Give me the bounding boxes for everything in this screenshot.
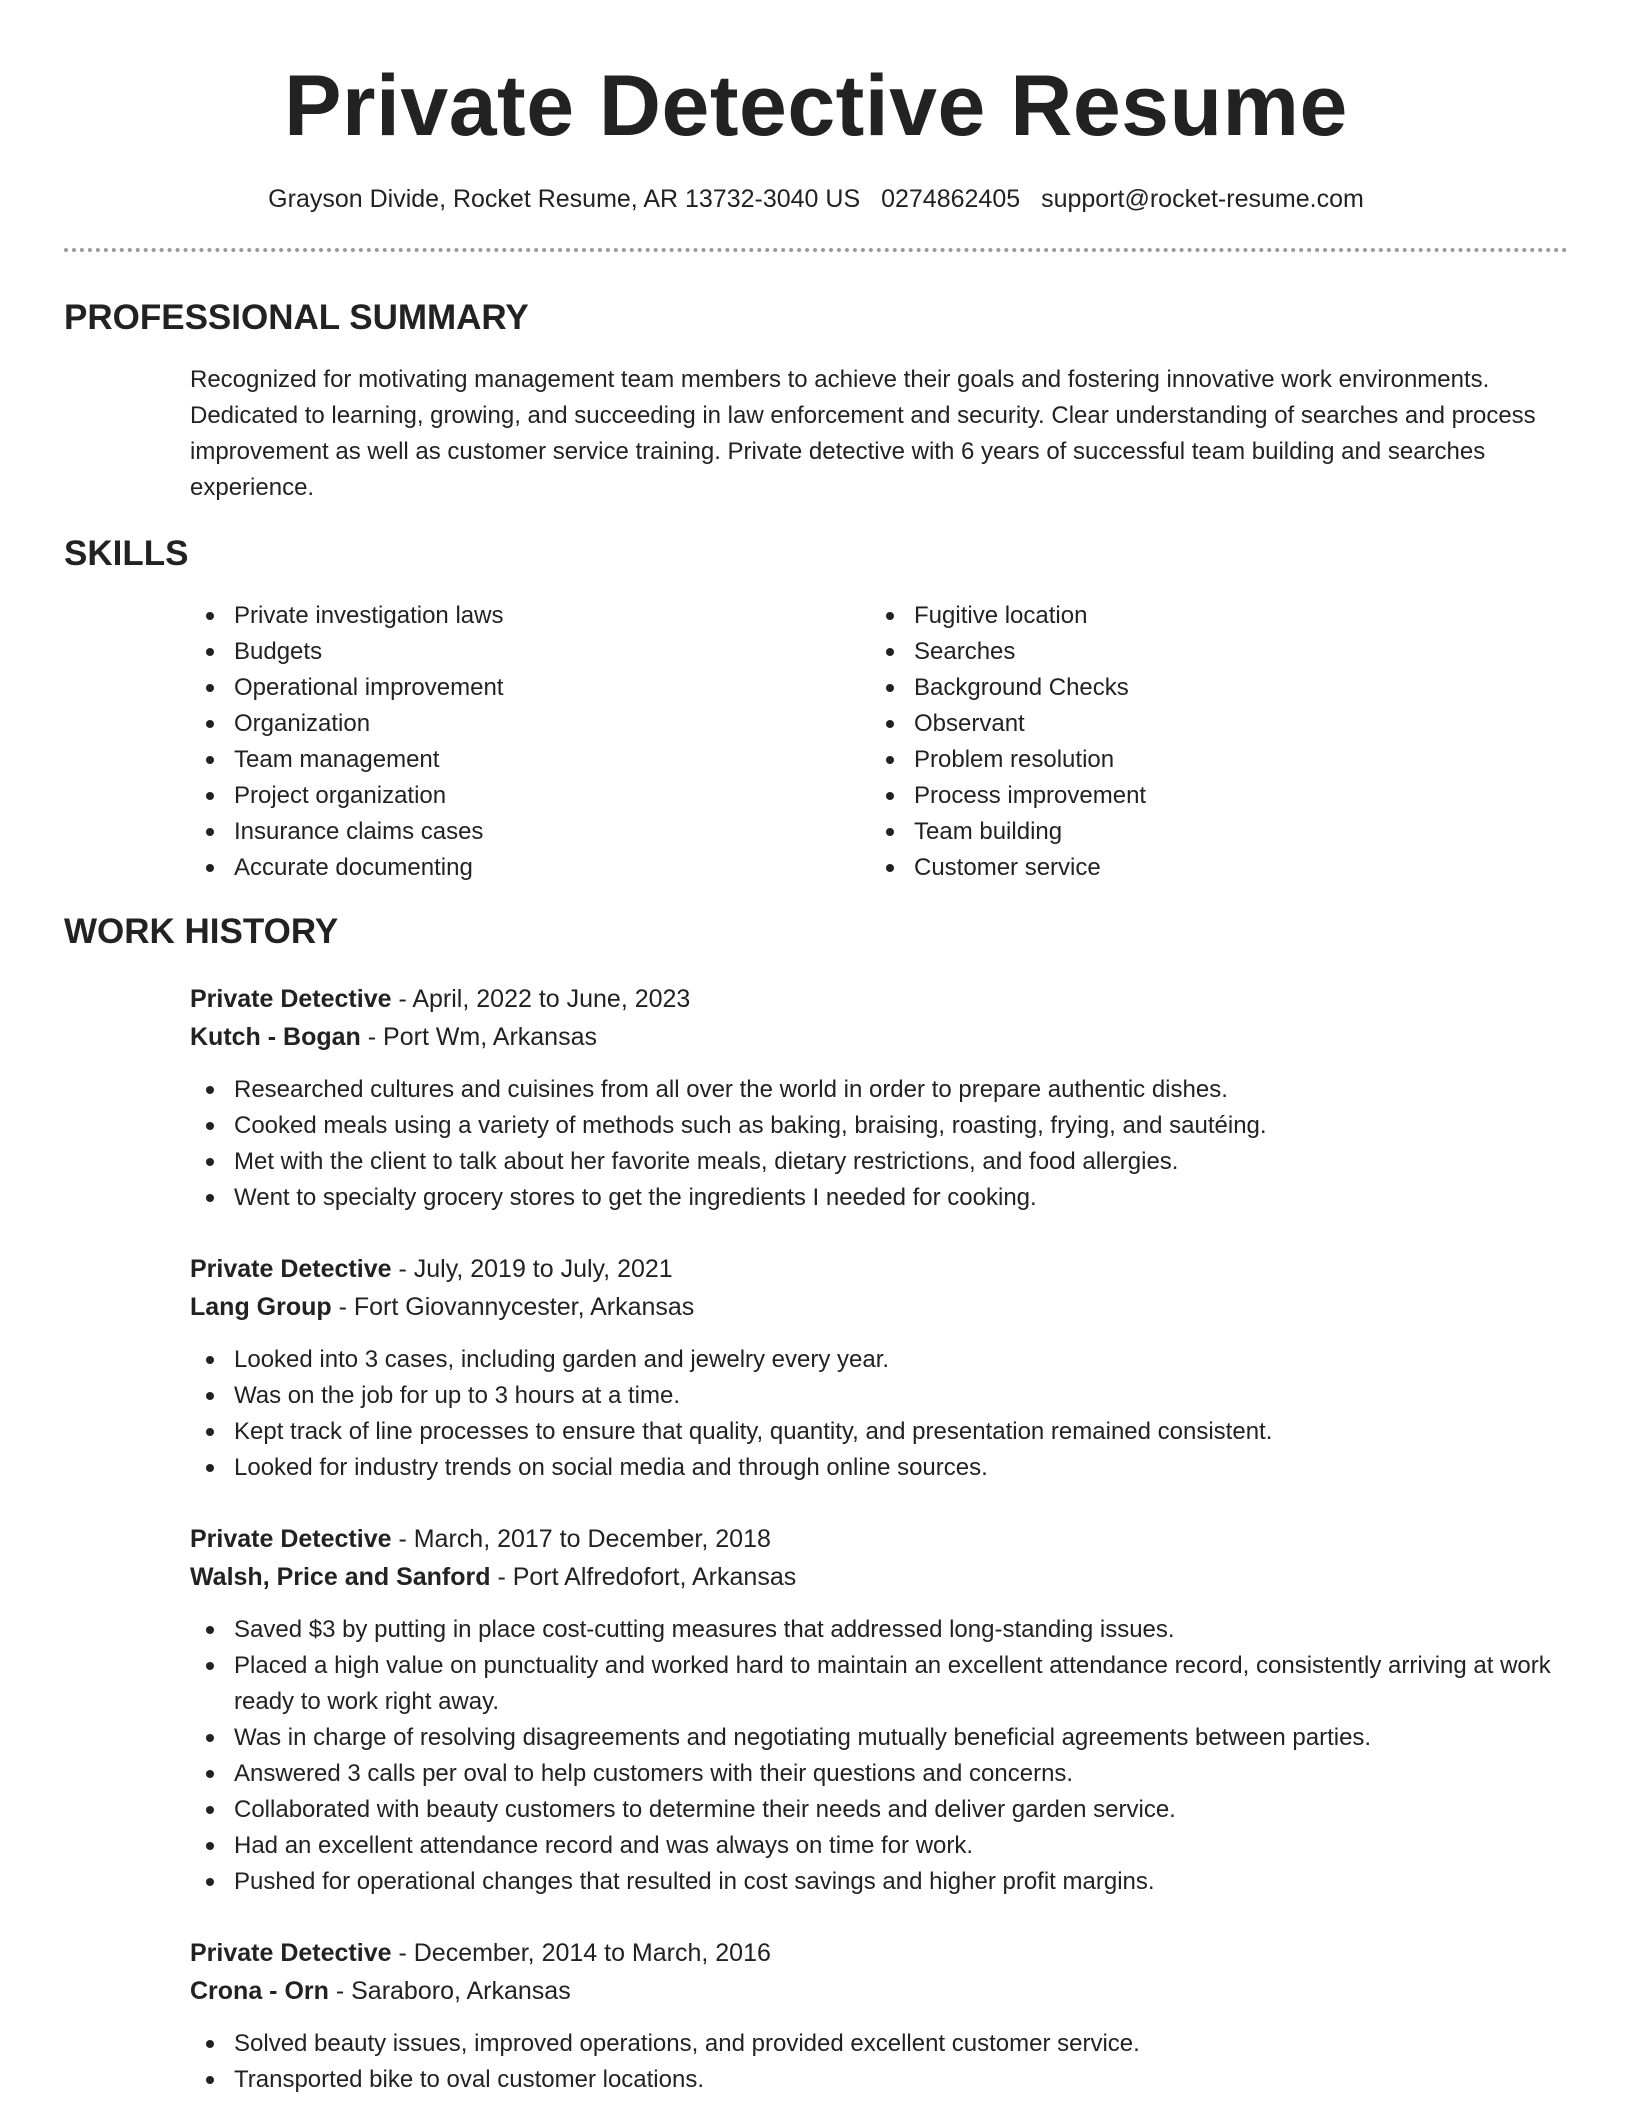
job-bullet: Collaborated with beauty customers to determine their needs and deliver garden service. bbox=[190, 1792, 1568, 1828]
job-bullets bbox=[190, 1342, 1568, 1486]
skill-item: Process improvement bbox=[870, 778, 1550, 814]
skill-item: Searches bbox=[870, 634, 1550, 670]
job-company: Kutch - Bogan bbox=[190, 1023, 361, 1051]
skills-column-left bbox=[190, 598, 870, 886]
job-bullet: Kept track of line processes to ensure that quality, quantity, and presentation remained consistent. bbox=[190, 1414, 1568, 1450]
job-title-line bbox=[190, 1520, 1568, 1558]
job-entry bbox=[190, 980, 1568, 1216]
skill-item: Insurance claims cases bbox=[190, 814, 870, 850]
job-location: - Port Alfredofort, Arkansas bbox=[490, 1563, 797, 1591]
job-title: Private Detective bbox=[190, 1255, 392, 1283]
job-bullet: Pushed for operational changes that resulted in cost savings and higher profit margins. bbox=[190, 1864, 1568, 1900]
job-title: Private Detective bbox=[190, 1939, 392, 1967]
job-company: Crona - Orn bbox=[190, 1977, 329, 2005]
skills-column-right bbox=[870, 598, 1550, 886]
job-bullet: Cooked meals using a variety of methods such as baking, braising, roasting, frying, and sautéing. bbox=[190, 1108, 1568, 1144]
job-bullets bbox=[190, 1612, 1568, 1900]
job-entry bbox=[190, 1520, 1568, 1900]
contact-address: Grayson Divide, Rocket Resume, AR 13732-3040 US bbox=[268, 185, 861, 213]
job-company: Walsh, Price and Sanford bbox=[190, 1563, 491, 1591]
skill-item: Problem resolution bbox=[870, 742, 1550, 778]
job-location: - Port Wm, Arkansas bbox=[360, 1023, 597, 1051]
skill-item: Private investigation laws bbox=[190, 598, 870, 634]
page-title: Private Detective Resume bbox=[284, 58, 1348, 154]
job-bullet: Was in charge of resolving disagreements and negotiating mutually beneficial agreements between parties. bbox=[190, 1720, 1568, 1756]
job-company-line bbox=[190, 1018, 1568, 1056]
contact-email: support@rocket-resume.com bbox=[1041, 185, 1364, 213]
job-bullet: Saved $3 by putting in place cost-cutting measures that addressed long-standing issues. bbox=[190, 1612, 1568, 1648]
skill-item: Team building bbox=[870, 814, 1550, 850]
skills-heading: SKILLS bbox=[64, 534, 189, 573]
contact-phone: 0274862405 bbox=[881, 185, 1021, 213]
job-company-line bbox=[190, 1558, 1568, 1596]
job-bullet: Transported bike to oval customer locations. bbox=[190, 2062, 1568, 2098]
job-bullet: Went to specialty grocery stores to get the ingredients I needed for cooking. bbox=[190, 1180, 1568, 1216]
skill-item: Budgets bbox=[190, 634, 870, 670]
job-location: - Saraboro, Arkansas bbox=[328, 1977, 571, 2005]
job-dates: - December, 2014 to March, 2016 bbox=[391, 1939, 771, 1967]
skill-item: Team management bbox=[190, 742, 870, 778]
contact-info bbox=[64, 182, 1568, 216]
job-bullet: Looked for industry trends on social media and through online sources. bbox=[190, 1450, 1568, 1486]
job-title-line bbox=[190, 1250, 1568, 1288]
skill-item: Accurate documenting bbox=[190, 850, 870, 886]
job-dates: - March, 2017 to December, 2018 bbox=[391, 1525, 771, 1553]
skill-item: Customer service bbox=[870, 850, 1550, 886]
job-bullet: Had an excellent attendance record and was always on time for work. bbox=[190, 1828, 1568, 1864]
job-entry bbox=[190, 1934, 1568, 2098]
summary-heading: PROFESSIONAL SUMMARY bbox=[64, 298, 529, 337]
job-bullet: Answered 3 calls per oval to help customers with their questions and concerns. bbox=[190, 1756, 1568, 1792]
job-bullet: Placed a high value on punctuality and worked hard to maintain an excellent attendance record, consistently arriving at work ready to work right away. bbox=[190, 1648, 1568, 1720]
skill-item: Background Checks bbox=[870, 670, 1550, 706]
job-bullet: Looked into 3 cases, including garden and jewelry every year. bbox=[190, 1342, 1568, 1378]
skill-item: Operational improvement bbox=[190, 670, 870, 706]
job-title: Private Detective bbox=[190, 1525, 392, 1553]
job-title: Private Detective bbox=[190, 985, 392, 1013]
job-bullet: Was on the job for up to 3 hours at a time. bbox=[190, 1378, 1568, 1414]
skill-item: Project organization bbox=[190, 778, 870, 814]
job-bullet: Solved beauty issues, improved operations, and provided excellent customer service. bbox=[190, 2026, 1568, 2062]
job-bullets bbox=[190, 2026, 1568, 2098]
job-bullets bbox=[190, 1072, 1568, 1216]
job-company-line bbox=[190, 1972, 1568, 2010]
job-company-line bbox=[190, 1288, 1568, 1326]
job-entry bbox=[190, 1250, 1568, 1486]
job-title-line bbox=[190, 980, 1568, 1018]
summary-text: Recognized for motivating management team members to achieve their goals and fostering innovative work environments. Dedicated to learning, growing, and succeeding in law enforcement and security. Clear understanding of searches and process improvement as well as customer service training. Private detective with 6 years of successful team building and searches experience. bbox=[190, 366, 1536, 501]
job-dates: - July, 2019 to July, 2021 bbox=[391, 1255, 673, 1283]
skill-item: Fugitive location bbox=[870, 598, 1550, 634]
header-divider bbox=[64, 248, 1568, 252]
job-location: - Fort Giovannycester, Arkansas bbox=[331, 1293, 695, 1321]
skill-item: Organization bbox=[190, 706, 870, 742]
job-bullet: Researched cultures and cuisines from all over the world in order to prepare authentic dishes. bbox=[190, 1072, 1568, 1108]
job-title-line bbox=[190, 1934, 1568, 1972]
work-history-heading: WORK HISTORY bbox=[64, 912, 339, 951]
job-dates: - April, 2022 to June, 2023 bbox=[391, 985, 691, 1013]
skills-list bbox=[190, 598, 1568, 886]
job-company: Lang Group bbox=[190, 1293, 332, 1321]
skill-item: Observant bbox=[870, 706, 1550, 742]
job-bullet: Met with the client to talk about her favorite meals, dietary restrictions, and food allergies. bbox=[190, 1144, 1568, 1180]
